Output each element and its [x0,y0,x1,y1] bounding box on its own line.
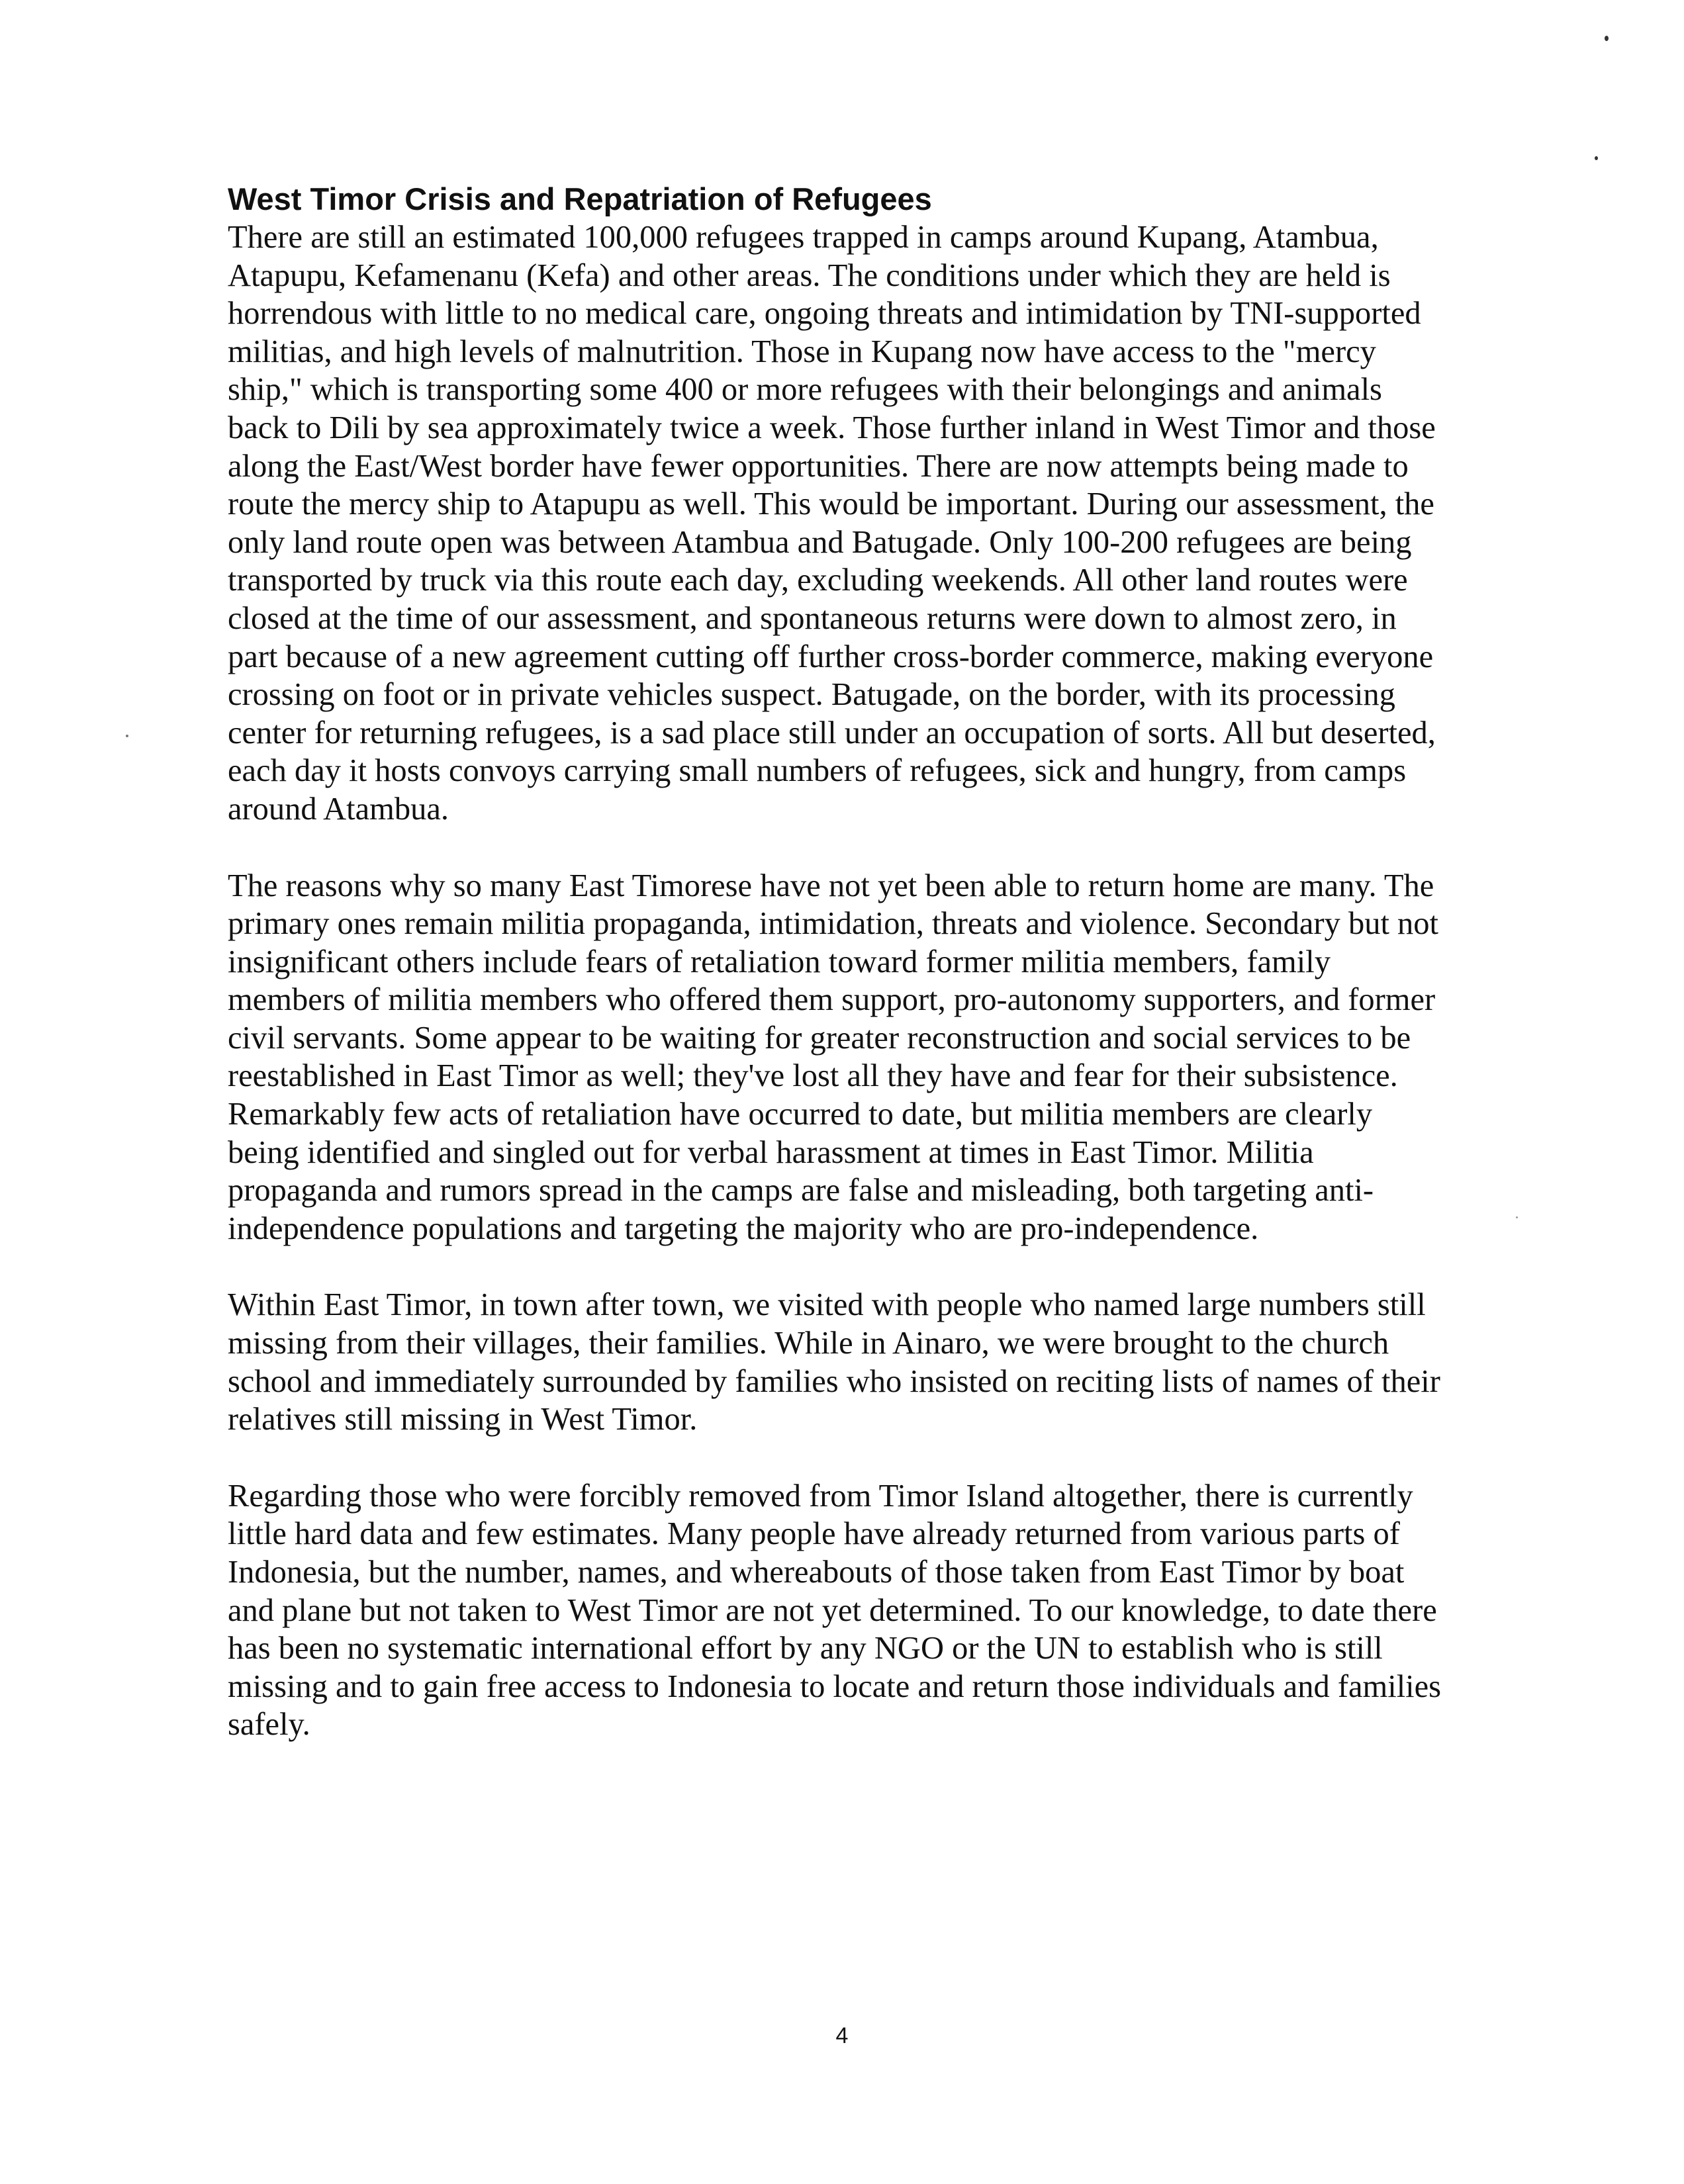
section-heading: West Timor Crisis and Repatriation of Refugees [228,181,932,216]
paragraph-missing-in-towns: Within East Timor, in town after town, we visited with people who named large numbers still missing from their villages, their families. While in Ainaro, we were brought to the church school and immediately surrounded by families who insisted on reciting lists of names of their relatives still missing in West Timor. [228,1287,1440,1437]
scan-speck [1516,1216,1518,1218]
paragraph-west-timor-camps: There are still an estimated 100,000 refugees trapped in camps around Kupang, Atambua, Atapupu, Kefamenanu (Kefa) and other areas. The conditions under which they are held is horrendous with little to no medical care, ongoing threats and intimidation by TNI-supported militias, and high levels of malnutrition. Those in Kupang now have access to the "mercy ship," which is transporting some 400 or more refugees with their belongings and animals back to Dili by sea approximately twice a week. Those further inland in West Timor and those along the East/West border have fewer opportunities. There are now attempts being made to route the mercy ship to Atapupu as well. This would be important. During our assessment, the only land route open was between Atambua and Batugade. Only 100-200 refugees are being transported by truck via this route each day, excluding weekends. All other land routes were closed at the time of our assessment, and spontaneous returns were down to almost zero, in part because of a new agreement cutting off further cross-border commerce, making everyone crossing on foot or in private vehicles suspect. Batugade, on the border, with its processing center for returning refugees, is a sad place still under an occupation of sorts. All but deserted, each day it hosts convoys carrying small numbers of refugees, sick and hungry, from camps around Atambua. [228,220,1436,827]
scan-speck [126,735,128,737]
scan-speck [1595,156,1598,160]
document-body [228,180,1446,1782]
paragraph-reasons-not-returned: The reasons why so many East Timorese have not yet been able to return home are many. The primary ones remain militia propaganda, intimidation, threats and violence. Secondary but not insignificant others include fears of retaliation toward former militia members, family members of militia members who offered them support, pro-autonomy supporters, and former civil servants. Some appear to be waiting for greater reconstruction and social services to be reestablished in East Timor as well; they've lost all they have and fear for their subsistence. Remarkably few acts of retaliation have occurred to date, but militia members are clearly being identified and singled out for verbal harassment at times in East Timor. Militia propaganda and rumors spread in the camps are false and misleading, both targeting anti-independence populations and targeting the majority who are pro-independence. [228,868,1439,1246]
page-number: 4 [835,2023,849,2048]
scan-speck [1605,36,1609,41]
paragraph-forcibly-removed: Regarding those who were forcibly removed from Timor Island altogether, there is currently little hard data and few estimates. Many people have already returned from various parts of Indonesia, but the number, names, and whereabouts of those taken from East Timor by boat and plane but not taken to West Timor are not yet determined. To our knowledge, to date there has been no systematic international effort by any NGO or the UN to establish who is still missing and to gain free access to Indonesia to locate and return those individuals and families safely. [228,1478,1442,1743]
